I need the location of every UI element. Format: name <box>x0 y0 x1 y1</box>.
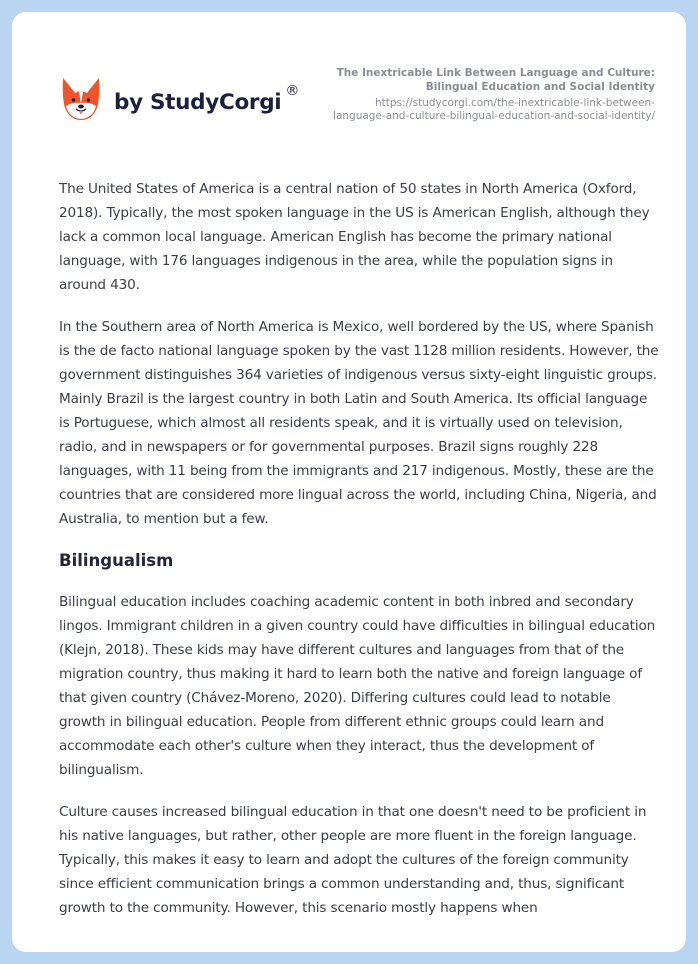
document-body <box>59 177 659 938</box>
studycorgi-logo[interactable] <box>60 76 299 122</box>
document-title-line-2: Bilingual Education and Social Identity <box>425 81 655 93</box>
document-url-line-2[interactable]: language-and-culture-bilingual-education-and-social-identity/ <box>333 110 655 122</box>
paragraph-us-languages: The United States of America is a central nation of 50 states in North America (Oxford, 2018). Typically, the most spoken language in the US is American English, although they lack a common local language. American English has become the primary national language, with 176 languages indigenous in the area, while the population signs in around 430. <box>59 181 650 293</box>
paragraph-bilingual-education: Bilingual education includes coaching academic content in both inbred and secondary lingos. Immigrant children in a given country could have difficulties in bilingual education (Klejn, 2018). These kids may have different cultures and languages from that of the migration country, thus making it hard to learn both the native and foreign language of that given country (Chávez-Moreno, 2020). Differing cultures could lead to notable growth in bilingual education. People from different ethnic groups could learn and accommodate each other's culture when they interact, thus the development of bilingualism. <box>59 594 656 778</box>
document-url-line-1[interactable]: https://studycorgi.com/the-inextricable-link-between- <box>375 97 655 109</box>
paragraph-culture-causes: Culture causes increased bilingual education in that one doesn't need to be proficient in his native languages, but rather, other people are more fluent in the foreign language. Typically, this makes it easy to learn and adopt the cultures of the foreign community since efficient communication brings a common understanding and, thus, significant growth to the community. However, this scenario mostly happens when <box>59 804 647 916</box>
paragraph-mexico-brazil: In the Southern area of North America is Mexico, well bordered by the US, where Spanish is the de facto national language spoken by the vast 1128 million residents. However, the government distinguishes 364 varieties of indigenous versus sixty-eight linguistic groups. Mainly Brazil is the largest country in both Latin and South America. Its official language is Portuguese, which almost all residents speak, and it is virtually used on television, radio, and in newspapers or for governmental purposes. Brazil signs roughly 228 languages, with 11 being from the immigrants and 217 indigenous. Mostly, these are the countries that are considered more lingual across the world, including China, Nigeria, and Australia, to mention but a few. <box>59 319 659 527</box>
document-title <box>275 66 655 94</box>
document-url[interactable] <box>275 97 655 123</box>
document-meta <box>275 66 655 123</box>
logo-text: by StudyCorgi <box>114 89 282 115</box>
document-header <box>12 12 686 162</box>
document-card <box>12 12 686 952</box>
corgi-logo-icon <box>60 76 102 122</box>
section-heading-bilingualism: Bilingualism <box>59 551 174 570</box>
registered-mark: ® <box>285 83 300 99</box>
document-title-line-1: The Inextricable Link Between Language and Culture: <box>336 67 655 79</box>
